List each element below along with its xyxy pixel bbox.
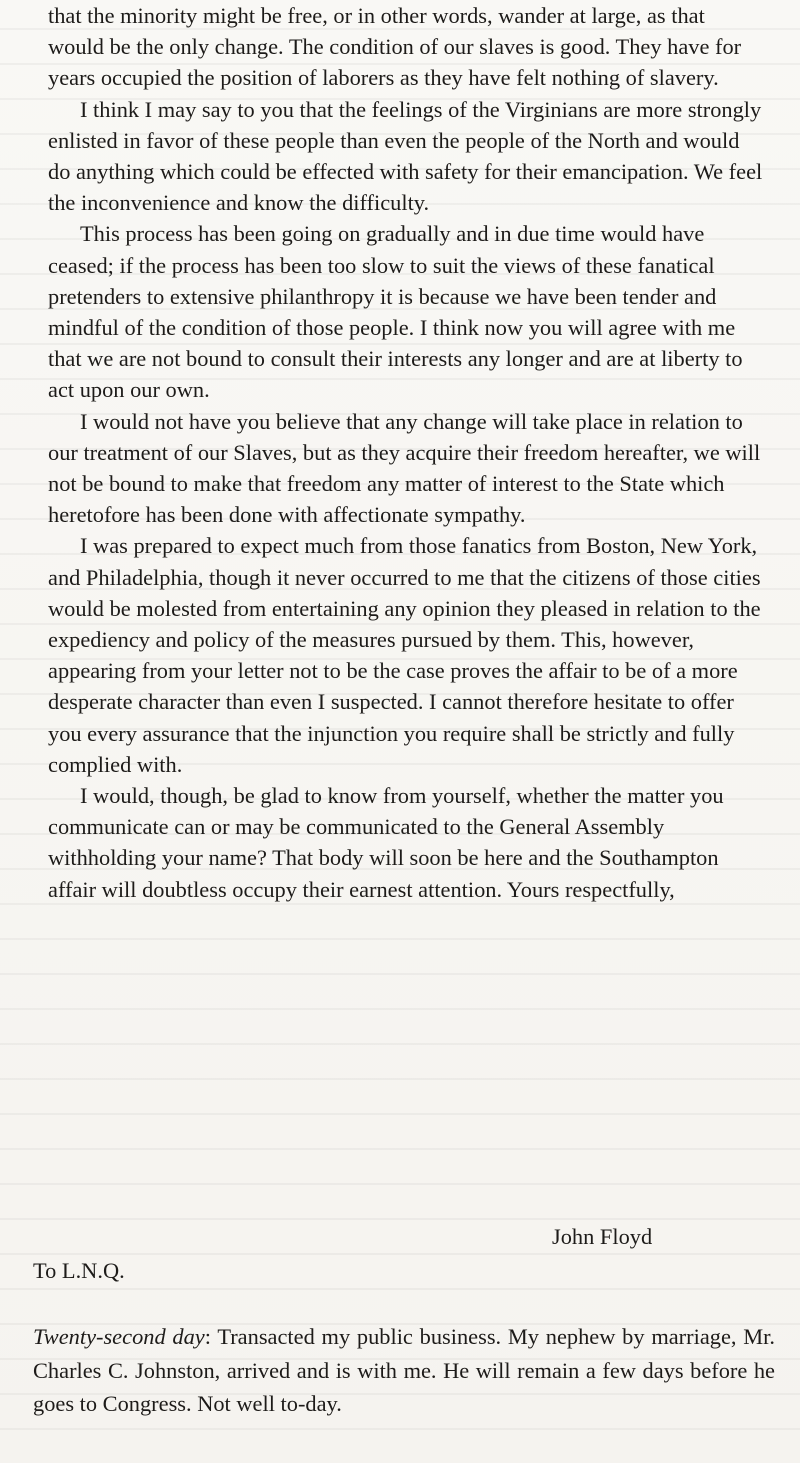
letter-recipient: To L.N.Q. (33, 1258, 125, 1283)
letter-paragraph-6: I would, though, be glad to know from yourself, whether the matter you communicate can or may be communicated to the General Assembly withholding your name? That body will soon be here and the Southampton affair will doubtless occupy their earnest attention. Yours respectfully, (48, 783, 724, 902)
diary-day-label: Twenty-second day (33, 1324, 205, 1349)
diary-entry (33, 1320, 775, 1421)
letter-paragraph-5: I was prepared to expect much from those fanatics from Boston, New York, and Philadelphia, though it never occurred to me that the citizens of those cities would be molested from entertaining any opinion they pleased in relation to the expediency and policy of the measures pursued by them. This, however, appearing from your letter not to be the case proves the affair to be of a more desperate character than even I suspected. I cannot therefore hesitate to offer you every assurance that the injunction you require shall be strictly and fully complied with. (48, 533, 761, 777)
letter-paragraph-1: that the minority might be free, or in other words, wander at large, as that would be the only change. The condition of our slaves is good. They have for years occupied the position of laborers as they have felt nothing of slavery. (48, 3, 742, 91)
letter-paragraph-3: This process has been going on gradually and in due time would have ceased; if the process has been too slow to suit the views of these fanatical pretenders to extensive philanthropy it is because we have been tender and mindful of the condition of those people. I think now you will agree with me that we are not bound to consult their interests any longer and are at liberty to act upon our own. (48, 221, 743, 403)
letter-paragraph-4: I would not have you believe that any change will take place in relation to our treatment of our Slaves, but as they acquire their freedom hereafter, we will not be bound to make that freedom any matter of interest to the State which heretofore has been done with affectionate sympathy. (48, 408, 761, 528)
letter-body (48, 0, 766, 905)
diary-entry-text: : Transacted my public business. My nephew by marriage, Mr. Charles C. Johnston, arrived and is with me. He will remain a few days before he goes to Congress. Not well to-day. (33, 1324, 775, 1416)
letter-signature: John Floyd (552, 1224, 653, 1249)
letter-paragraph-2: I think I may say to you that the feelings of the Virginians are more strongly enlisted in favor of these people than even the people of the North and would do anything which could be effected with safety for their emancipation. We feel the inconvenience and know the difficulty. (48, 96, 763, 216)
